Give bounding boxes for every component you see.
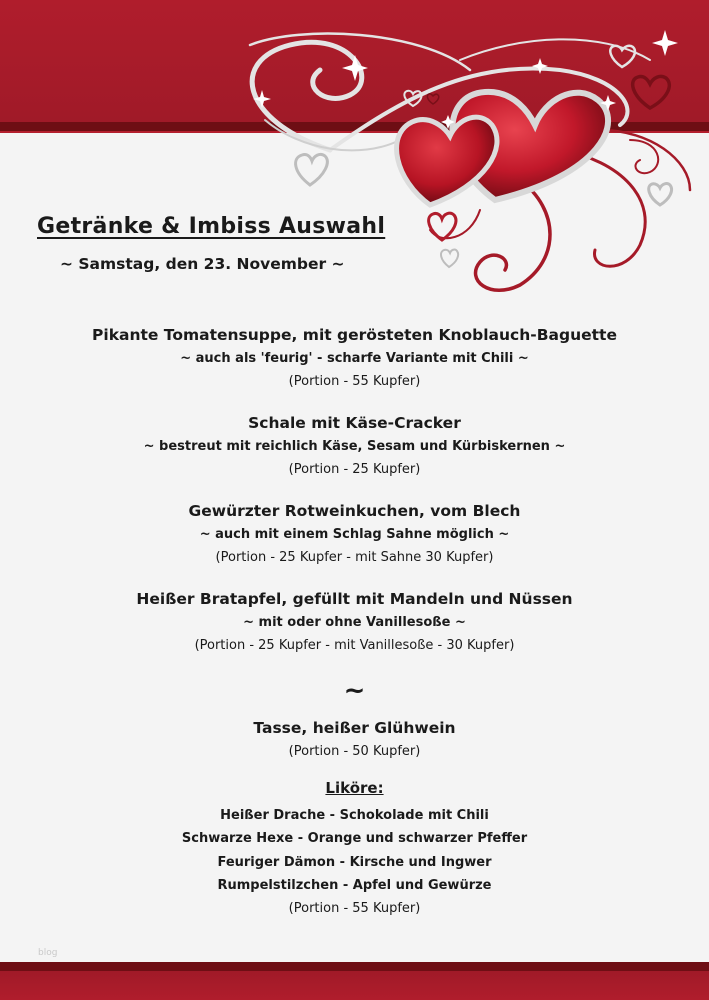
- sparkle-icon: [532, 58, 548, 74]
- heart-icon: [441, 250, 458, 267]
- menu-item-description: ~ bestreut mit reichlich Käse, Sesam und Kürbiskernen ~: [143, 439, 566, 454]
- menu-item: [0, 324, 709, 393]
- liqueur-item: Schwarze Hexe - Orange und schwarzer Pfeffer: [181, 831, 528, 847]
- heart-icon: [429, 213, 456, 240]
- liqueur-section: [0, 777, 709, 920]
- footer-band: [0, 971, 709, 1000]
- menu-item-name: Pikante Tomatensuppe, mit gerösteten Knoblauch-Baguette: [92, 326, 617, 344]
- liqueur-price: (Portion - 55 Kupfer): [288, 901, 421, 917]
- page-title: Getränke & Imbiss Auswahl: [37, 214, 386, 239]
- heart-icon: [633, 76, 670, 108]
- menu-item-name: Schale mit Käse-Cracker: [248, 414, 461, 432]
- menu-item-price: (Portion - 55 Kupfer): [288, 374, 421, 389]
- page-subtitle: ~ Samstag, den 23. November ~: [60, 255, 345, 273]
- menu-item-price: (Portion - 25 Kupfer - mit Sahne 30 Kupfer): [215, 550, 494, 565]
- heart-icon: [397, 92, 608, 205]
- sparkle-icon: [652, 30, 678, 56]
- liqueur-item: Rumpelstilzchen - Apfel und Gewürze: [217, 877, 492, 893]
- menu-item: [0, 500, 709, 569]
- menu-item-description: ~ auch als 'feurig' - scharfe Variante mit Chili ~: [180, 351, 529, 366]
- drink-item-price: (Portion - 50 Kupfer): [288, 744, 421, 759]
- menu-item-price: (Portion - 25 Kupfer): [288, 462, 421, 477]
- liqueur-item: Heißer Drache - Schokolade mit Chili: [220, 808, 489, 823]
- heart-icon: [610, 46, 635, 67]
- menu-item-price: (Portion - 25 Kupfer - mit Vanillesoße - 30 Kupfer): [194, 638, 515, 653]
- menu-item-description: ~ auch mit einem Schlag Sahne möglich ~: [199, 527, 510, 542]
- heart-icon: [649, 184, 672, 205]
- heart-icon: [296, 154, 328, 185]
- menu-item-name: Gewürzter Rotweinkuchen, vom Blech: [188, 502, 521, 520]
- menu-item: [0, 588, 709, 657]
- section-divider: ~: [343, 676, 366, 706]
- heart-icon: [427, 94, 438, 104]
- menu-item: [0, 412, 709, 481]
- menu-item-description: ~ mit oder ohne Vanillesoße ~: [243, 615, 466, 630]
- drink-item: [0, 717, 709, 763]
- liqueur-heading: Liköre:: [325, 779, 384, 797]
- drink-item-name: Tasse, heißer Glühwein: [253, 719, 456, 737]
- footer-stripe: [0, 962, 709, 971]
- menu-list: [0, 324, 709, 920]
- liqueur-item: Feuriger Dämon - Kirsche und Ingwer: [217, 854, 492, 870]
- menu-item-name: Heißer Bratapfel, gefüllt mit Mandeln und Nüssen: [136, 590, 573, 608]
- watermark: blog: [38, 948, 58, 958]
